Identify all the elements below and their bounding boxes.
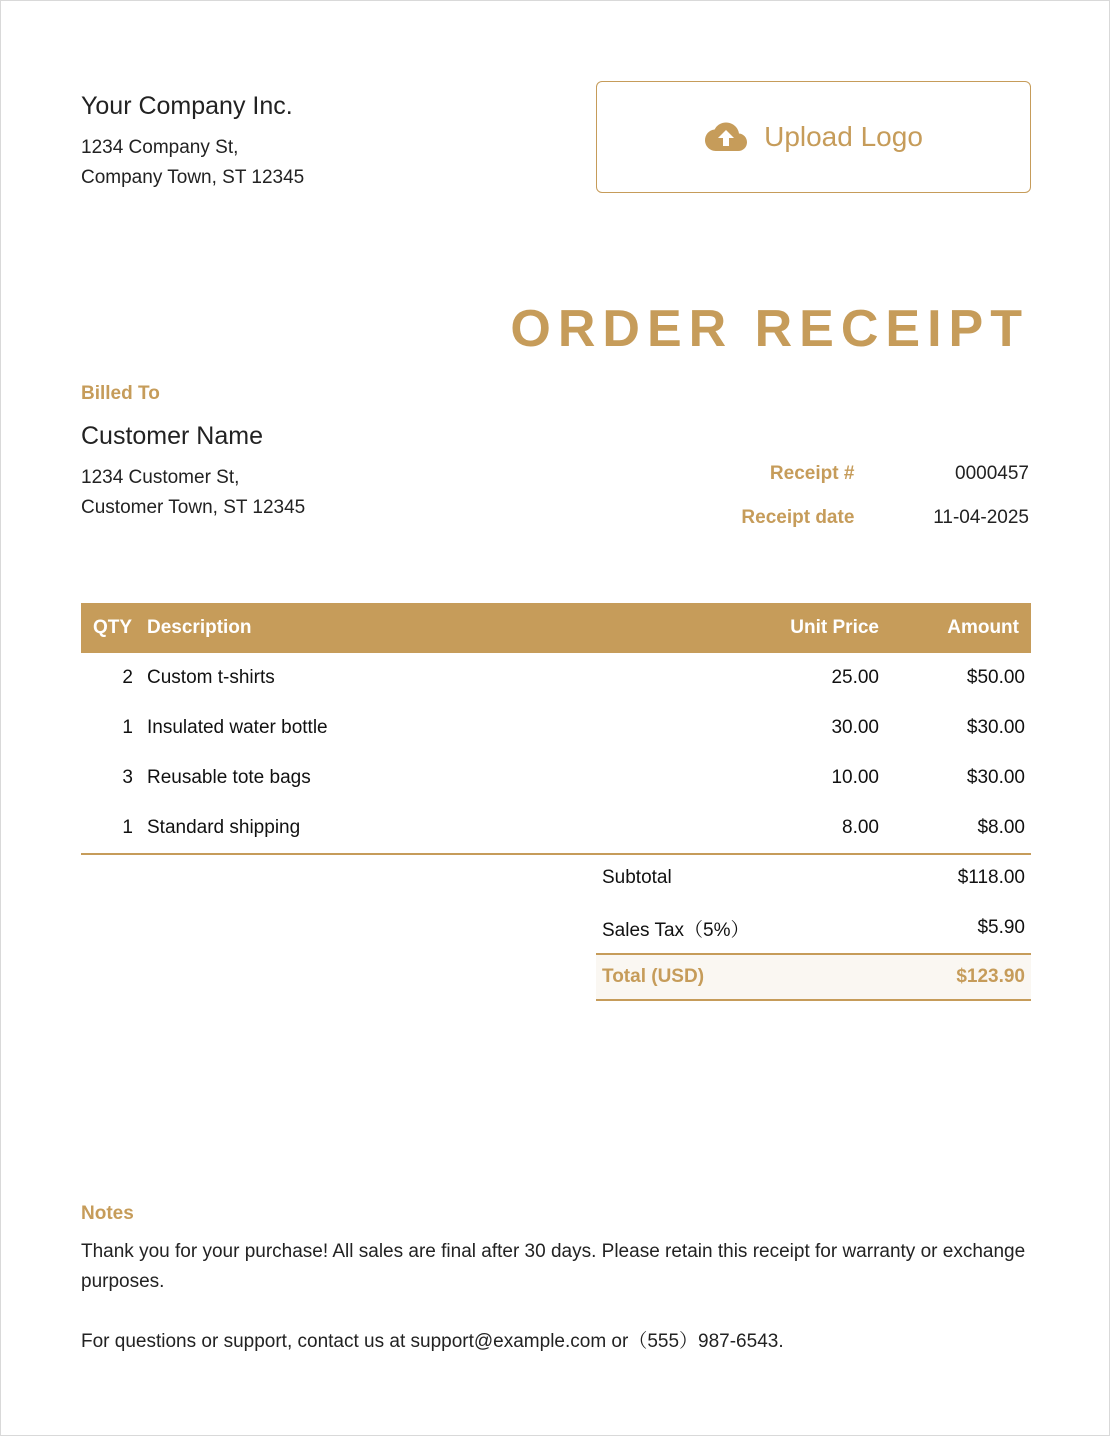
row-unit-price: 30.00 [831,717,879,738]
company-address-line2: Company Town, ST 12345 [81,167,305,188]
row-description: Insulated water bottle [147,717,328,738]
table-row [81,653,1031,703]
company-address [81,133,304,193]
company-address-line1: 1234 Company St, [81,137,239,158]
total-value: $123.90 [956,966,1025,987]
row-description: Standard shipping [147,817,301,838]
row-unit-price: 10.00 [831,767,879,788]
receipt-date-row [609,496,1029,540]
totals-block [596,853,1031,1001]
document-title: ORDER RECEIPT [510,300,1029,358]
notes-line2: For questions or support, contact us at support@example.com or（555）987-6543. [81,1331,784,1352]
tax-label: Sales Tax（5%） [602,919,750,941]
row-description: Reusable tote bags [147,767,311,788]
tax-row [596,903,1031,953]
row-amount: $30.00 [966,717,1025,738]
row-qty: 2 [122,667,133,688]
subtotal-value: $118.00 [957,867,1025,888]
row-amount: $8.00 [977,817,1025,838]
billed-to-label: Billed To [81,383,160,404]
items-table-header [81,603,1031,653]
header-unit-price: Unit Price [790,617,879,638]
receipt-number-label: Receipt # [769,463,855,484]
subtotal-label: Subtotal [602,867,672,888]
notes-block [81,1237,1031,1357]
customer-address-line1: 1234 Customer St, [81,467,240,488]
customer-block [81,419,305,523]
upload-logo-label: Upload Logo [764,121,923,152]
receipt-number-value: 0000457 [955,463,1029,484]
upload-logo-button[interactable] [596,81,1031,193]
row-qty: 1 [122,817,133,838]
notes-label: Notes [81,1203,134,1224]
customer-name: Customer Name [81,422,263,450]
customer-address [81,463,305,523]
subtotal-row [596,853,1031,903]
header-description: Description [147,617,252,638]
header-amount: Amount [947,617,1019,638]
total-row [596,953,1031,1001]
cloud-upload-icon [704,121,748,153]
receipt-meta [609,452,1029,540]
row-qty: 1 [122,717,133,738]
table-row [81,803,1031,853]
company-name: Your Company Inc. [81,92,293,120]
table-row [81,703,1031,753]
tax-value: $5.90 [977,917,1025,938]
row-amount: $50.00 [966,667,1025,688]
row-unit-price: 8.00 [842,817,879,838]
items-table [81,603,1031,855]
row-qty: 3 [122,767,133,788]
customer-address-line2: Customer Town, ST 12345 [81,497,306,518]
notes-line1: Thank you for your purchase! All sales are final after 30 days. Please retain this receipt for warranty or exchange purposes. [81,1241,1026,1292]
row-description: Custom t-shirts [147,667,275,688]
company-block [81,89,304,193]
receipt-number-row [609,452,1029,496]
total-label: Total (USD) [602,966,705,987]
receipt-date-label: Receipt date [741,507,855,528]
receipt-date-value: 11-04-2025 [933,507,1029,528]
header-qty: QTY [93,617,133,638]
row-unit-price: 25.00 [831,667,879,688]
table-row [81,753,1031,803]
row-amount: $30.00 [966,767,1025,788]
